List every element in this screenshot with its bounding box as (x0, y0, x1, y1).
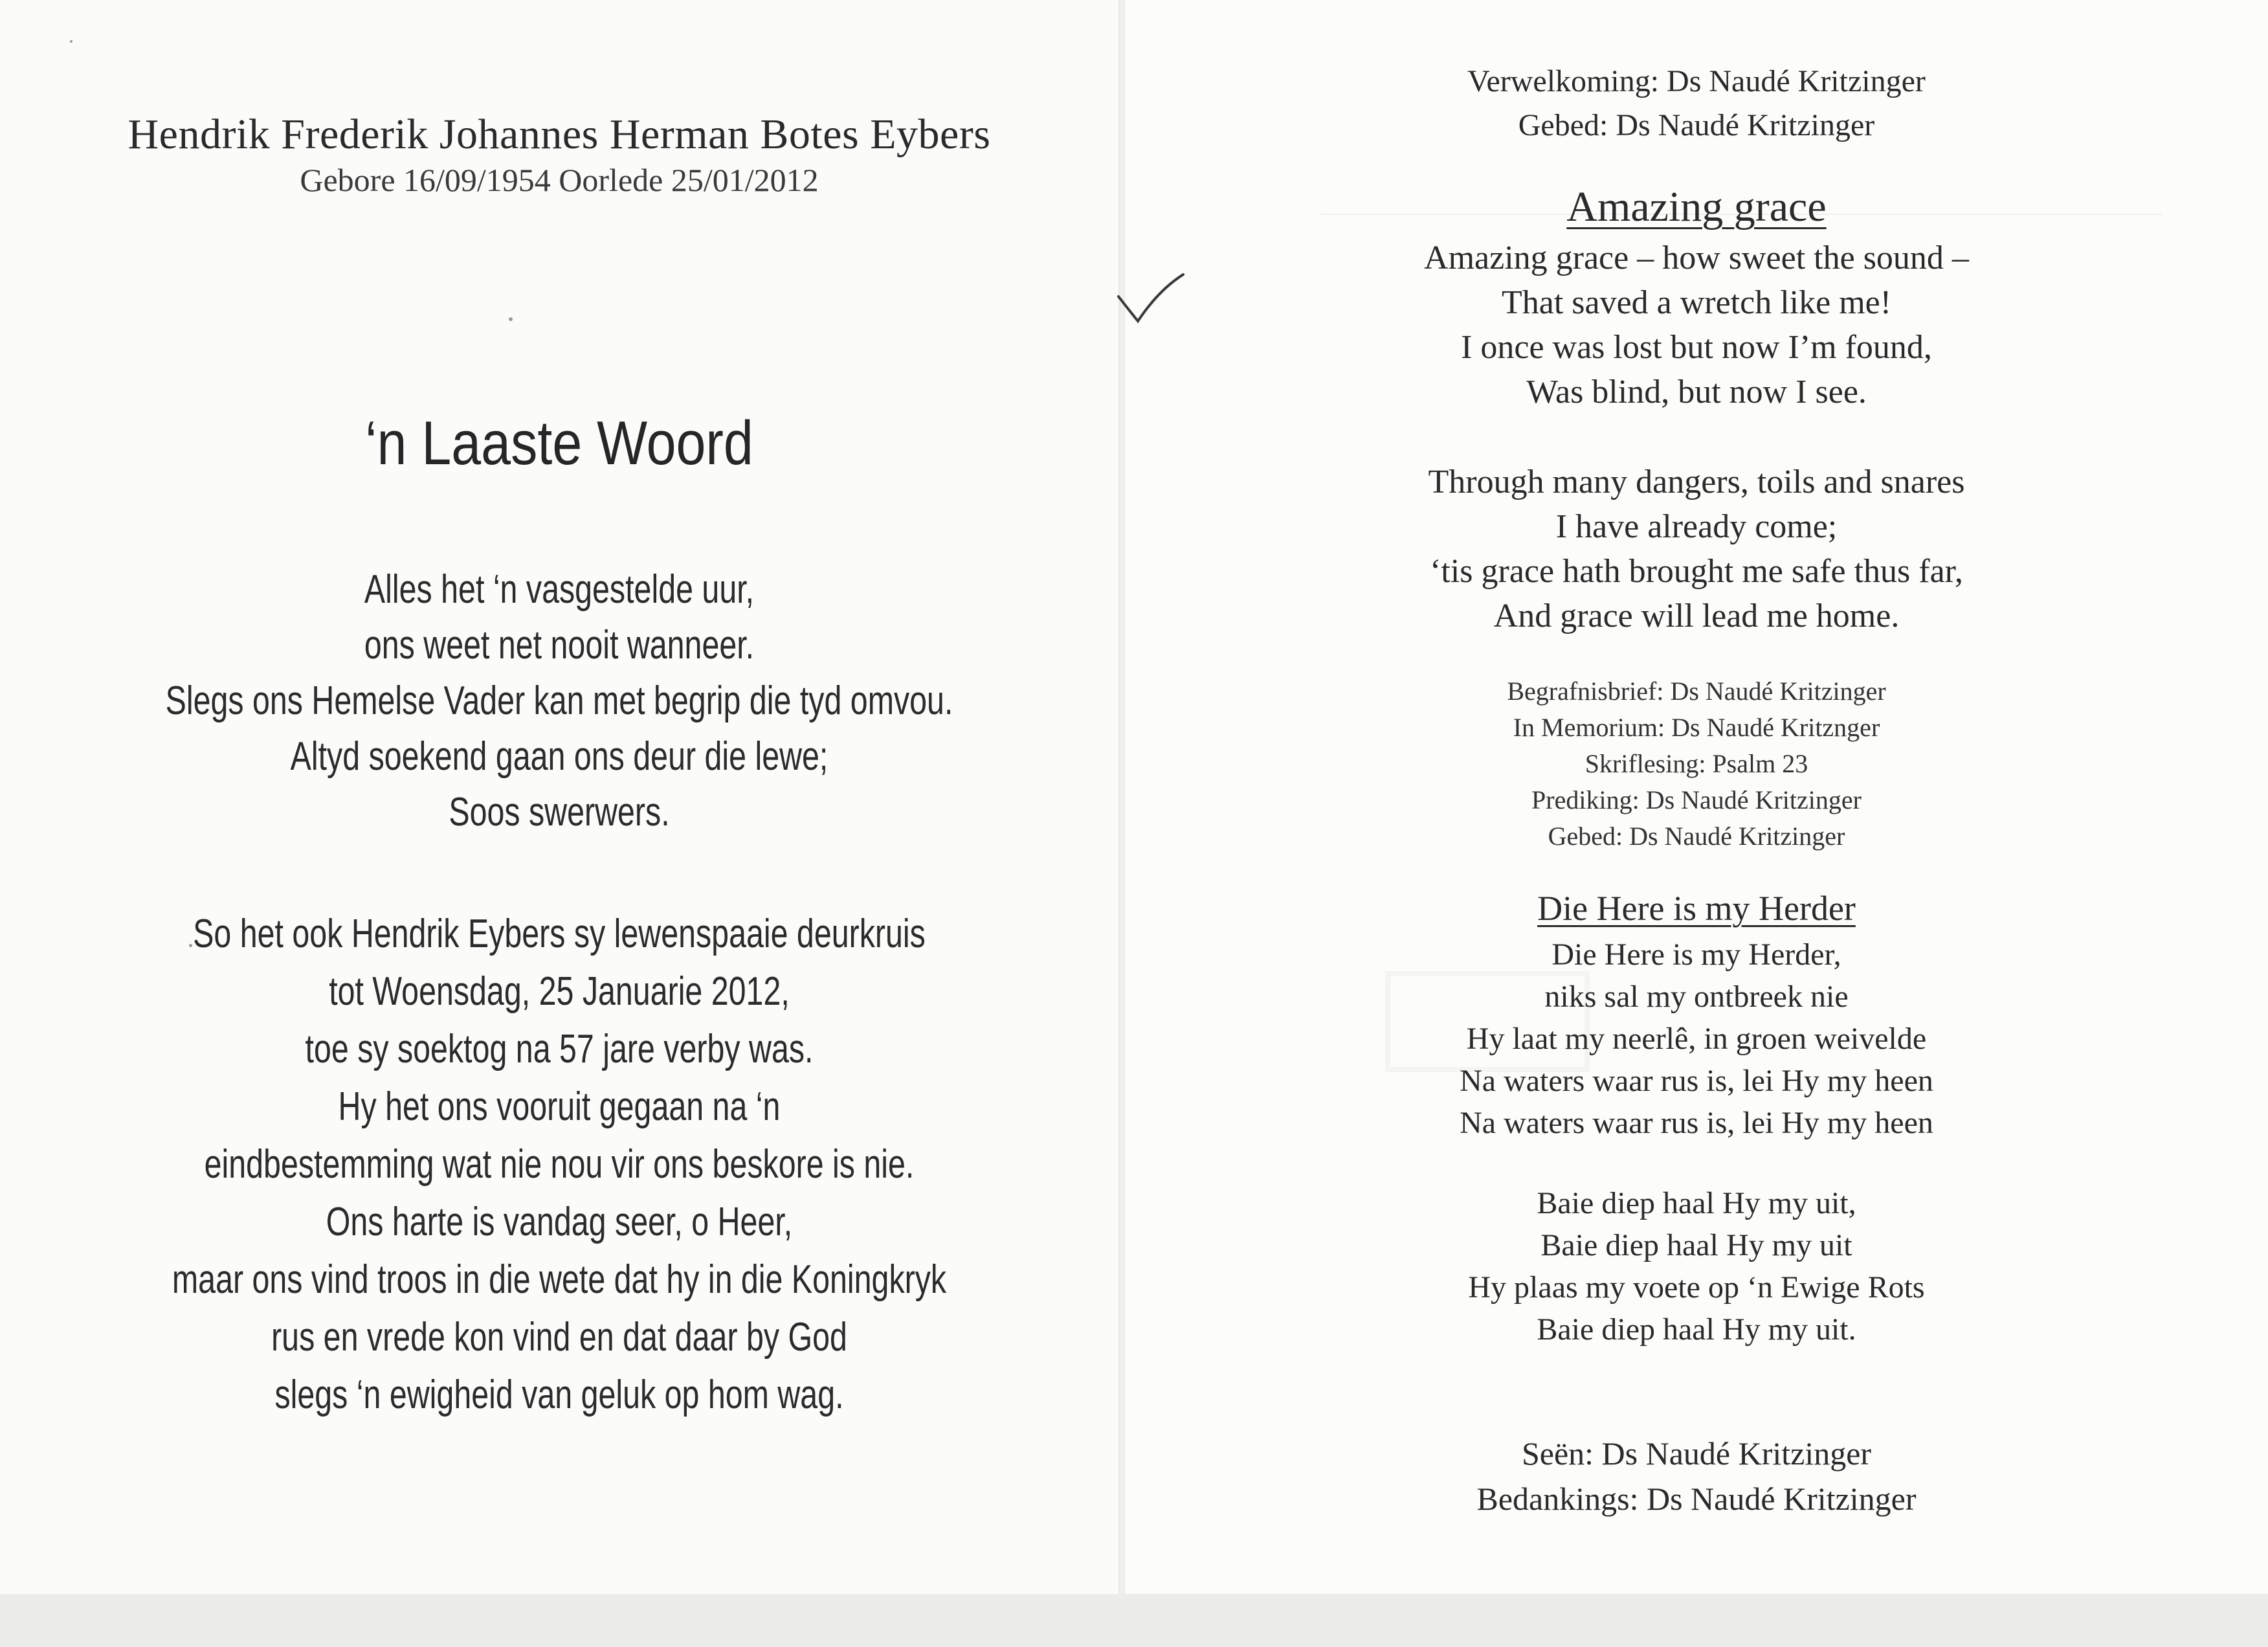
program-item: Skriflesing: Psalm 23 (1584, 749, 1808, 778)
poem-line: Slegs ons Hemelse Vader kan met begrip die tyd omvou. (165, 678, 953, 723)
hymn-verse-2 (1125, 1182, 2268, 1350)
scan-bottom-edge (0, 1594, 2268, 1647)
birth-death-dates: Gebore 16/09/1954 Oorlede 25/01/2012 (300, 162, 819, 198)
program-item: Prediking: Ds Naudé Kritzinger (1531, 785, 1862, 814)
poem-line: Ons harte is vandag seer, o Heer, (326, 1200, 793, 1244)
service-program (1125, 673, 2268, 855)
poem-line: maar ons vind troos in die wete dat hy in die Koningkryk (172, 1257, 947, 1302)
program-item: Seën: Ds Naudé Kritzinger (1521, 1435, 1872, 1472)
hymn-title-text: Amazing grace (1566, 183, 1827, 230)
hymn-line: That saved a wretch like me! (1501, 284, 1892, 321)
program-item: Gebed: Ds Naudé Kritzinger (1548, 822, 1845, 851)
hymn-verse-1 (1125, 934, 2268, 1144)
page-fold (1118, 0, 1125, 1594)
hymn-line: Hy plaas my voete op ‘n Ewige Rots (1468, 1270, 1925, 1305)
poem-line: Soos swerwers. (449, 790, 670, 835)
closing-section (1125, 1431, 2268, 1521)
hymn-line: And grace will lead me home. (1493, 598, 1900, 634)
program-item: In Memorium: Ds Naudé Kritznger (1513, 713, 1880, 742)
poem-stanza-1 (123, 562, 995, 840)
hymn-line: Through many dangers, toils and snares (1428, 464, 1965, 500)
program-item: Bedankings: Ds Naudé Kritzinger (1476, 1481, 1917, 1517)
hymn-title-amazing-grace (1125, 181, 2268, 233)
hymn-line: I have already come; (1555, 508, 1838, 545)
hymn-line: Na waters waar rus is, lei Hy my heen (1460, 1106, 1933, 1140)
program-item: Begrafnisbrief: Ds Naudé Kritzinger (1507, 677, 1886, 706)
hymn-verse-1 (1125, 236, 2268, 414)
deceased-name: Hendrik Frederik Johannes Herman Botes Eybers (128, 111, 991, 158)
poem-stanza-2 (123, 905, 995, 1424)
hymn-line: Hy laat my neerlê, in groen weivelde (1466, 1022, 1927, 1056)
hymn-line: Baie diep haal Hy my uit. (1537, 1312, 1856, 1347)
hymn-line: I once was lost but now I’m found, (1461, 329, 1932, 366)
hymn-line: Die Here is my Herder, (1551, 937, 1841, 972)
hymn-line: Amazing grace – how sweet the sound – (1424, 240, 1969, 276)
deceased-header (0, 110, 1118, 201)
hymn-verse-2 (1125, 460, 2268, 638)
hymn-title-text: Die Here is my Herder (1537, 889, 1856, 928)
hymn-line: Baie diep haal Hy my uit, (1537, 1186, 1856, 1220)
hymn-line: Baie diep haal Hy my uit (1540, 1228, 1852, 1262)
hymn-line: Was blind, but now I see. (1526, 374, 1867, 410)
poem-line: slegs ‘n ewigheid van geluk op hom wag. (274, 1372, 844, 1417)
hymn-line: niks sal my ontbreek nie (1544, 980, 1849, 1014)
hymn-title-die-here-is-my-herder (1125, 886, 2268, 931)
poem-line: toe sy soektog na 57 jare verby was. (305, 1027, 814, 1071)
poem-line: eindbestemming wat nie nou vir ons beskore is nie. (204, 1142, 915, 1187)
scan-speck (509, 317, 513, 321)
program-item: Verwelkoming: Ds Naudé Kritzinger (1467, 64, 1926, 98)
poem-line: Hy het ons vooruit gegaan na ‘n (338, 1084, 781, 1129)
poem-line: ons weet net nooit wanneer. (364, 623, 755, 667)
scan-speck (70, 40, 72, 43)
poem-line: tot Woensdag, 25 Januarie 2012, (329, 969, 790, 1014)
poem-line: Altyd soekend gaan ons deur die lewe; (290, 734, 828, 779)
hymn-line: Na waters waar rus is, lei Hy my heen (1460, 1064, 1933, 1098)
page-title: ‘n Laaste Woord (365, 409, 753, 478)
poem-line: rus en vrede kon vind en dat daar by God (271, 1315, 847, 1360)
poem-line: Alles het ‘n vasgestelde uur, (364, 567, 755, 612)
hymn-line: ‘tis grace hath brought me safe thus far, (1430, 553, 1963, 590)
poem-line: So het ook Hendrik Eybers sy lewenspaaie deurkruis (193, 912, 926, 956)
program-item: Gebed: Ds Naudé Kritzinger (1518, 108, 1875, 142)
welcome-section (1125, 60, 2268, 148)
